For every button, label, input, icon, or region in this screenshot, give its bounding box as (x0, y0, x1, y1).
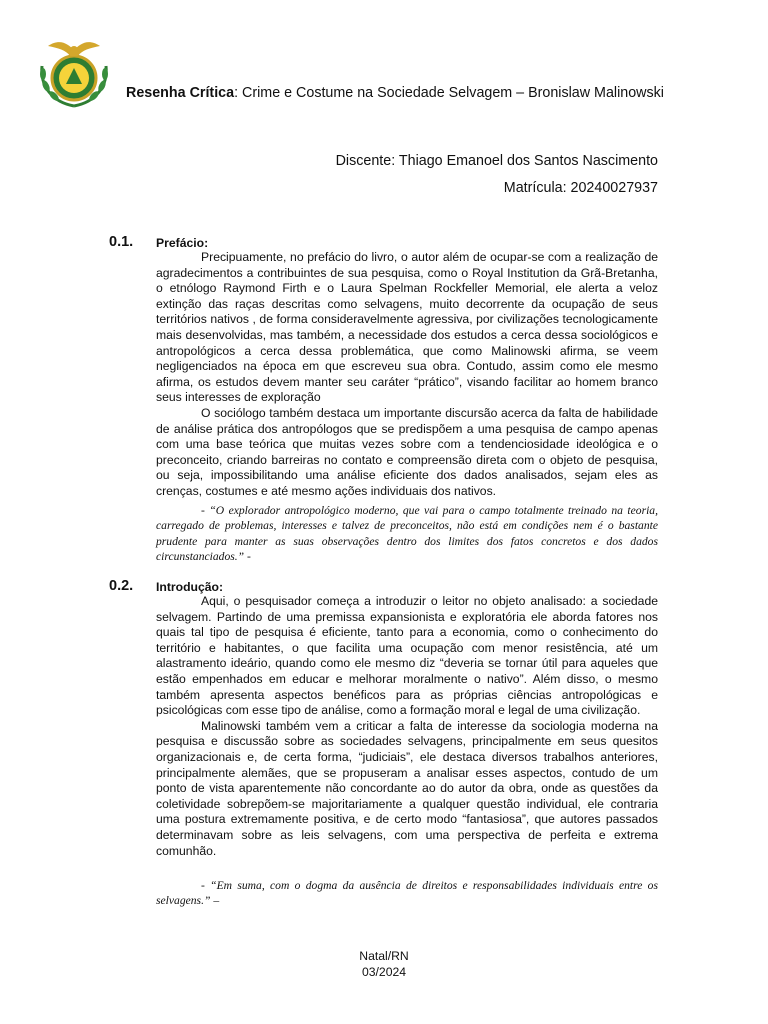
section-body (156, 594, 658, 859)
section-heading: Prefácio: (156, 236, 209, 250)
section-body (156, 250, 658, 500)
paragraph: Precipuamente, no prefácio do livro, o autor além de ocupar-se com a realização de agradecimentos a contribuintes de sua pesquisa, como o Royal Institution da Grã-Bretanha, o etnólogo Raymond Firth e o Laura Spelman Rockfeller Memorial, ele alerta a veloz extinção das raças descritas como selvagens, muito decorrente da ocupação de seus territórios nativos , de forma consideravelmente agressiva, por civilizações tecnologicamente mais desenvolvidas, mas também, a necessidade dos estudos a cerca dessa sociológicos e antropológicos a cerca dessa problemática, que como Malinowski afirma, se veem negligenciados na época em que escreveu sua obra. Contudo, assim como ele mesmo afirma, os estudos devem manter seu caráter “prático”, visando facilitar ao homem branco seus interesses de exploração (156, 250, 658, 405)
section-heading: Introdução: (156, 580, 224, 594)
paragraph: Aqui, o pesquisador começa a introduzir o leitor no objeto analisado: a sociedade selvagem. Partindo de uma premissa expansionista e exploratória ele aborda fatores nos quais tal tipo de pesquisa é eficiente, tanto para a economia, como o conhecimento do território e habitantes, o que facilita uma ocupação com menor resistência, até um alastramento ideário, quando como ele mesmo diz “deveria se tornar útil para aqueles que estão empenhados em educar e melhorar moralmente o nativo”. Além disso, o mesmo também apresenta aspectos benéficos para as próprias ciências antropológicas e psicológicas com esse tipo de análise, como a formação moral e legal de uma civilização. (156, 594, 658, 718)
section-number: 0.1. (109, 234, 134, 250)
student-name: Discente: Thiago Emanoel dos Santos Nascimento (335, 153, 658, 169)
student-registration: Matrícula: 20240027937 (503, 180, 658, 196)
section-number: 0.2. (109, 578, 134, 594)
title-bold: Resenha Crítica (126, 85, 235, 101)
eagle-icon (48, 42, 100, 56)
title-rest: : Crime e Costume na Sociedade Selvagem – Bronislaw Malinowski (234, 85, 664, 101)
block-quote: - “Em suma, com o dogma da ausência de direitos e responsabilidades individuais entre os selvagens.” – (156, 879, 658, 908)
footer-city: Natal/RN (359, 949, 409, 963)
paragraph: O sociólogo também destaca um importante discursão acerca da falta de habilidade de análise prática dos antropólogos que se predispõem a uma pesquisa de campo apenas com uma base teórica que muitas vezes sobre com a tendenciosidade ideológica e o preconceito, criando barreiras no contato e compreensão direta com o objeto de pesquisa, ou seja, impossibilitando uma análise eficiente dos dados analisados, sejam eles as crenças, costumes e até mesmo ações individuais dos nativos. (156, 405, 658, 498)
paragraph: Malinowski também vem a criticar a falta de interesse da sociologia moderna na pesquisa e discussão sobre as sociedades selvagens, principalmente em seus quesitos organizacionais e, de certa forma, “judiciais”, ele destaca diversos trabalhos anteriores, principalmente alemães, que se propuseram a analisar esses aspectos, contudo de um ponto de vista aparentemente não concordante ao do autor da obra, onde as questões da coletividade sobrepõem-se majoritariamente a qualquer questão individual, ele contraria uma postura extremamente positiva, e de certo modo “fantasiosa”, que autores passados determinavam sobre as leis selvagens, com uma perspectiva de perfeita e extrema comunhão. (156, 718, 658, 858)
document-title (100, 84, 690, 102)
block-quote: - “O explorador antropológico moderno, que vai para o campo totalmente treinado na teoria, carregado de problemas, interesses e talvez de preconceitos, não está em condições nem é o bastante prudente para manter as suas observações dentro dos limites dos fatos concretos e dos dados circunstanciados.” - (156, 504, 658, 564)
footer-date: 03/2024 (361, 965, 407, 979)
